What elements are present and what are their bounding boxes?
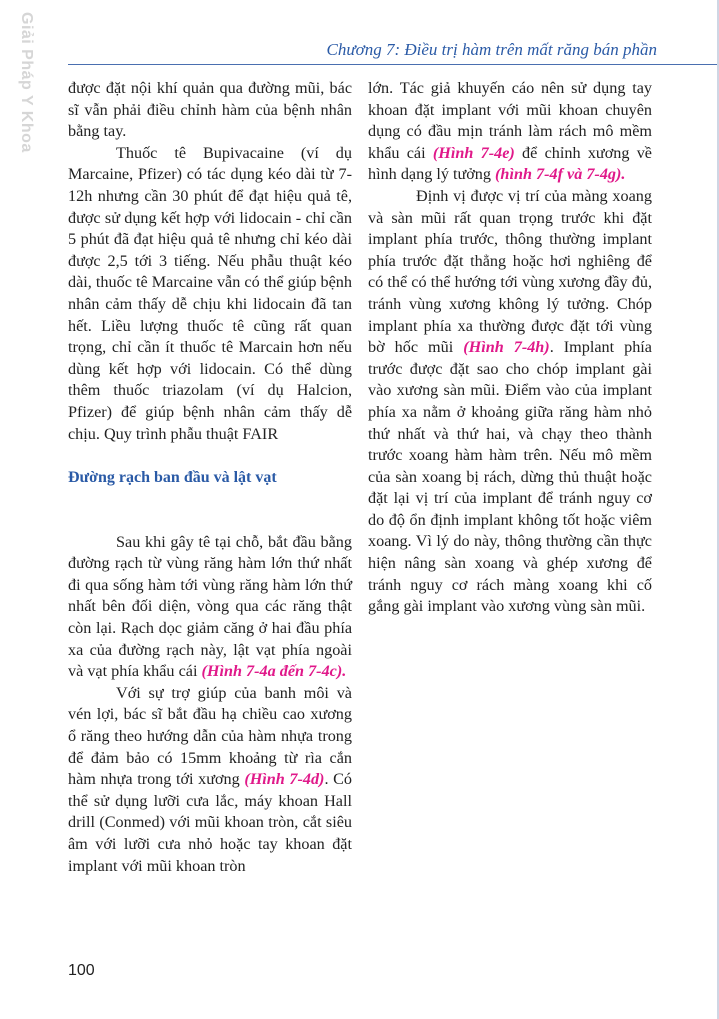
paragraph: [368, 78, 652, 186]
figure-reference: (Hình 7-4d): [244, 770, 325, 789]
paragraph: [68, 683, 352, 877]
paragraph-text: Sau khi gây tê tại chỗ, bắt đầu bằng đường rạch từ vùng răng hàm lớn thứ nhất đi qua sống hàm tới vùng răng hàm lớn thứ nhất bên đối diện, vòng qua các răng thật còn lại. Rạch dọc giảm căng ở hai đầu phía xa của đường rạch này, lật vạt phía ngoài và vạt phía khẩu cái: [68, 532, 352, 681]
paragraph: được đặt nội khí quản qua đường mũi, bác sĩ vẫn phải điều chỉnh hàm của bệnh nhân bằng tay.: [68, 79, 352, 141]
chapter-title: Chương 7: Điều trị hàm trên mất răng bán phần: [326, 40, 657, 59]
figure-reference: (Hình 7-4a đến 7-4c).: [201, 662, 347, 681]
paragraph-text: để chỉnh xương về hình dạng lý tưởng: [368, 143, 652, 184]
paragraph-text: . Implant phía trước được đặt sao cho chóp implant gài vào xương sàn mũi. Điểm vào của implant phía xa nằm ở khoảng giữa răng hàm nhỏ thứ nhất và thứ hai, và chạy theo thành trước xoang hàm hàm trên. Nếu mô mềm của sàn xoang bị rách, dừng thủ thuật hoặc đặt lại vị trí của implant để tránh nguy cơ do độ ổn định implant không tốt hoặc viêm xoang. Vì lý do này, thông thường cần thực hiện nâng sàn xoang và ghép xương để tránh nguy cơ rách màng xoang khi cố gắng gài implant vào xương vùng sàn mũi.: [368, 338, 652, 616]
figure-reference: (hình 7-4f và 7-4g).: [495, 165, 626, 184]
side-brand-watermark: Giải Pháp Y Khoa: [18, 12, 35, 153]
page-number: 100: [68, 962, 95, 979]
paragraph: [368, 186, 652, 618]
right-column: [368, 78, 652, 618]
left-column: [68, 78, 352, 877]
paragraph-text: lớn. Tác giả khuyến cáo nên sử dụng tay khoan đặt implant với mũi khoan chuyên dụng có đầu mịn tránh làm rách mô mềm khẩu cái: [368, 79, 652, 162]
paragraph-text: . Có thể sử dụng lưỡi cưa lắc, máy khoan Hall drill (Conmed) với mũi khoan tròn, cắt siêu âm với lưỡi cưa nhỏ hoặc tay khoan đặt implant với mũi khoan tròn: [68, 770, 352, 875]
figure-reference: (Hình 7-4h): [463, 338, 550, 357]
figure-reference: (Hình 7-4e): [432, 143, 515, 162]
header-rule: [68, 64, 718, 65]
paragraph: [68, 532, 352, 683]
section-heading: Đường rạch ban đầu và lật vạt: [68, 469, 277, 487]
paragraph-text: Với sự trợ giúp của banh môi và vén lợi, bác sĩ bắt đầu hạ chiều cao xương ổ răng theo hướng dẫn của hàm nhựa trong để đảm bảo có 15mm khoảng từ rìa cắn hàm nhựa trong tới xương: [68, 683, 352, 789]
paragraph: Thuốc tê Bupivacaine (ví dụ Marcaine, Pfizer) có tác dụng kéo dài từ 7-12h nhưng cần 30 phút để đạt hiệu quả tê, được sử dụng kết hợp với lidocain - chỉ cần 5 phút đã đạt hiệu quả tê nhưng chỉ kéo dài được 2,5 tới 3 tiếng. Nếu phẫu thuật kéo dài, thuốc tê Marcaine vẫn có thể giúp bệnh nhân cảm thấy dễ chịu khi lidocain đã tan hết. Liều lượng thuốc tê cũng rất quan trọng, chỉ cần ít thuốc tê Marcain hơn nếu dùng kết hợp với lidocain. Có thể dùng thêm thuốc triazolam (ví dụ Halcion, Pfizer) để giúp bệnh nhân cảm thấy dễ chịu. Quy trình phẫu thuật FAIR: [68, 143, 352, 443]
paragraph-text: Định vị được vị trí của màng xoang và sàn mũi rất quan trọng trước khi đặt implant phía trước, thông thường implant phía trước đặt thẳng hoặc hơi nghiêng để có thể có thể hướng tới vùng xương đầy đủ, tránh vùng xương không lý tưởng. Chóp implant phía xa thường được đặt tới vùng bờ hốc mũi: [368, 186, 652, 357]
